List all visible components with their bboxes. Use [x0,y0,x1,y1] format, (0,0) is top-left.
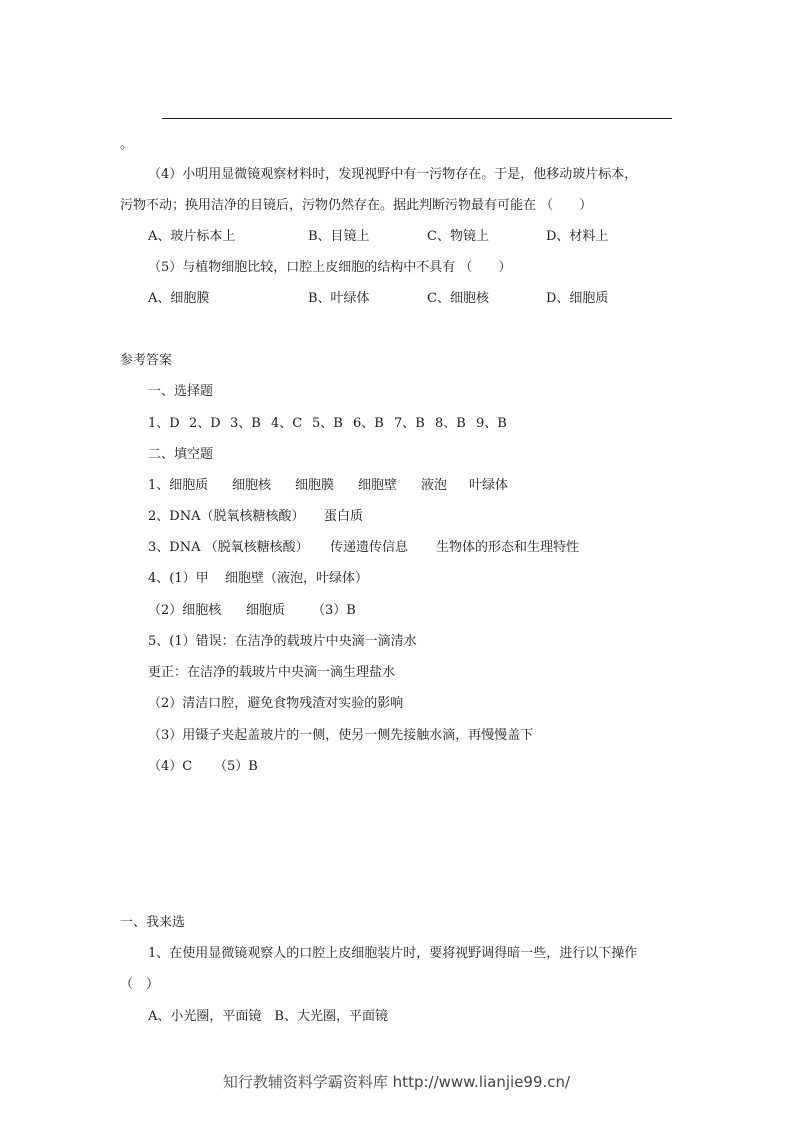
trailing-period: 。 [120,137,134,152]
next-q1-options: A、小光圈，平面镜 B、大光圈，平面镜 [148,1009,388,1024]
fill-answer-5a: 5、(1）错误：在洁净的载玻片中央滴一滴清水 [148,634,417,649]
fill-answer-5e [148,759,258,775]
q5-line: （5）与植物细胞比较，口腔上皮细胞的结构中不具有 （ ） [148,260,512,275]
choice-answer: 3、B [230,416,261,431]
answer-underline [162,118,672,119]
choice-answer: 8、B [435,416,466,431]
footer-watermark: 知行教辅资料学霸资料库 http://www.lianjie99.cn/ [222,1073,571,1091]
fill-1-term: 细胞膜 [295,478,335,493]
q5-option-d: D、细胞质 [546,291,609,306]
choice-answer: 5、B [312,416,343,431]
fill-1-term: 细胞核 [232,478,272,493]
fill-answer-5d: （3）用镊子夹起盖玻片的一侧，使另一侧先接触水滴，再慢慢盖下 [148,728,534,743]
q5-option-b: B、叶绿体 [308,291,370,306]
section-fill-heading: 二、填空题 [148,447,214,462]
fill-1-term: 液泡 [421,478,448,493]
q5-option-a: A、细胞膜 [148,291,210,306]
fill-4a-term: 细胞壁（液泡，叶绿体） [225,571,369,586]
fill-answer-5b: 更正：在洁净的载玻片中央滴一滴生理盐水 [148,665,396,680]
fill-5e-term: （4）C [148,759,193,774]
fill-4b-term: （2）细胞核 [148,603,222,618]
q4-option-c: C、物镜上 [427,229,489,244]
fill-4b-term: 细胞质 [246,603,286,618]
fill-3-term: 生物体的形态和生理特性 [436,540,580,555]
choice-answer: 2、D [189,416,221,431]
fill-answer-1 [148,478,508,494]
fill-4a-term: 4、(1）甲 [148,571,209,586]
choice-answer: 1、D [148,416,180,431]
answers-heading: 参考答案 [120,353,173,368]
q4-options [148,229,608,245]
choice-answers [148,416,507,432]
fill-answer-4b [148,603,356,619]
fill-2-term: 蛋白质 [324,509,364,524]
q4-option-b: B、目镜上 [308,229,370,244]
fill-1-term: 1、细胞质 [148,478,209,493]
q4-line-2: 污物不动；换用洁净的目镜后，污物仍然存在。据此判断污物最有可能在 （ ） [120,198,593,213]
fill-1-term: 细胞壁 [358,478,398,493]
choice-answer: 9、B [476,416,507,431]
fill-4b-term: （3）B [312,603,356,618]
next-q1-line-2: （ ） [120,977,160,992]
fill-answer-4a [148,571,368,587]
fill-3-term: 传递遗传信息 [330,540,409,555]
choice-answer: 7、B [394,416,425,431]
fill-5e-term: （5）B [214,759,258,774]
q4-option-d: D、材料上 [546,229,609,244]
fill-3-term: 3、DNA （脱氧核糖核酸） [148,540,309,555]
fill-answer-5c: （2）清洁口腔，避免食物残渣对实验的影响 [148,696,404,711]
next-section-heading: 一、我来选 [120,915,186,930]
q4-option-a: A、玻片标本上 [148,229,236,244]
section-choice-heading: 一、选择题 [148,384,214,399]
fill-1-term: 叶绿体 [469,478,509,493]
fill-2-term: 2、DNA（脱氧核糖核酸） [148,509,305,524]
q5-options [148,291,608,307]
next-q1-line-1: 1、在使用显微镜观察人的口腔上皮细胞装片时，要将视野调得暗一些，进行以下操作 [148,946,638,961]
q5-option-c: C、细胞核 [427,291,489,306]
fill-answer-2 [148,509,363,525]
choice-answer: 4、C [271,416,303,431]
fill-answer-3 [148,540,579,556]
choice-answer: 6、B [353,416,384,431]
q4-line-1: （4）小明用显微镜观察材料时，发现视野中有一污物存在。于是，他移动玻片标本， [148,167,638,182]
